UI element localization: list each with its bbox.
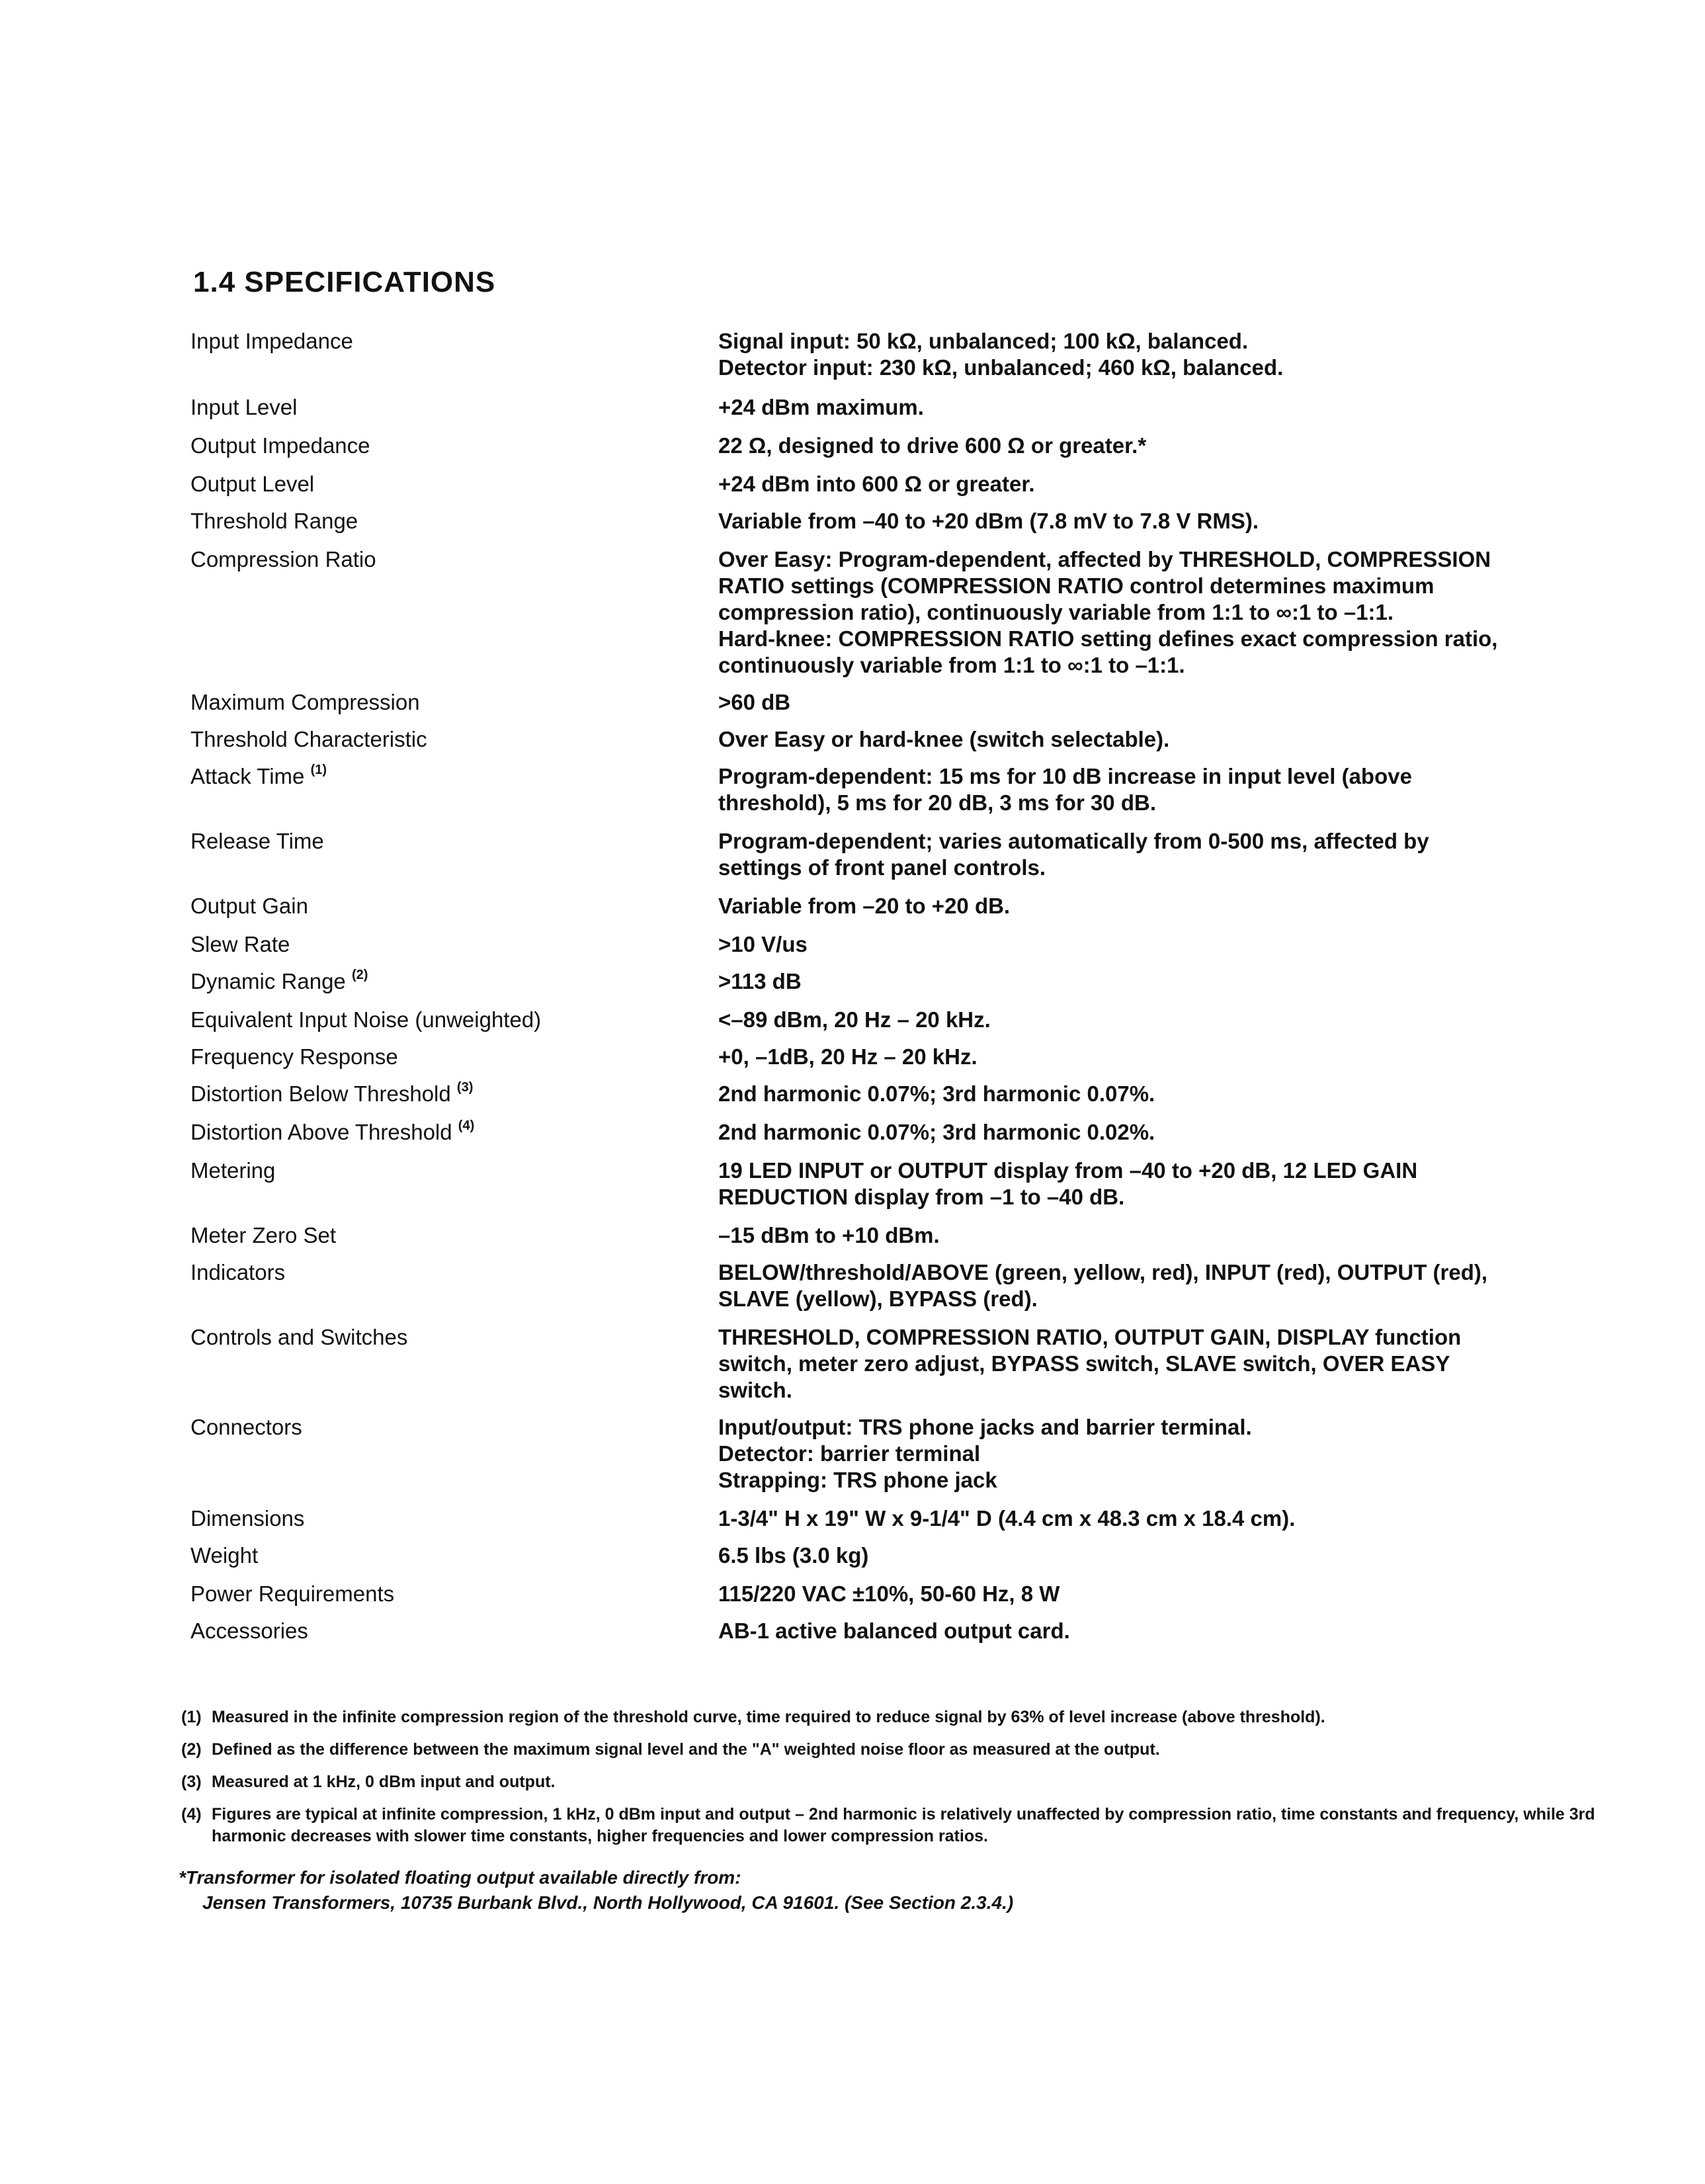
spec-label — [190, 1324, 693, 1351]
spec-value: 1-3/4" H x 19" W x 9-1/4" D (4.4 cm x 48.3 cm x 18.4 cm). — [718, 1506, 1296, 1531]
spec-value: THRESHOLD, COMPRESSION RATIO, OUTPUT GAIN, DISPLAY function switch, meter zero adjust, BYPASS switch, SLAVE switch, OVER EASY switch. — [718, 1325, 1462, 1402]
spec-value: 19 LED INPUT or OUTPUT display from –40 to +20 dB, 12 LED GAIN REDUCTION display from –1 to –40 dB. — [718, 1158, 1418, 1209]
spec-label — [190, 546, 693, 573]
spec-label — [190, 1081, 693, 1107]
spec-label — [190, 893, 693, 919]
spec-label-text: Connectors — [190, 1415, 302, 1439]
transformer-address: Jensen Transformers, 10735 Burbank Blvd., North Hollywood, CA 91601. (See Section 2.3.4.) — [202, 1892, 1014, 1913]
spec-label — [190, 1581, 693, 1607]
spec-value: Program-dependent; varies automatically from 0-500 ms, affected by settings of front panel controls. — [718, 829, 1429, 880]
spec-label — [190, 1542, 693, 1569]
spec-value: BELOW/threshold/ABOVE (green, yellow, red), INPUT (red), OUTPUT (red), SLAVE (yellow), BYPASS (red). — [718, 1260, 1488, 1311]
footnote — [181, 1739, 1610, 1761]
footnote-reference: (2) — [351, 968, 368, 982]
spec-value: Over Easy or hard-knee (switch selectable). — [718, 727, 1170, 751]
footnote-text: Measured in the infinite compression region of the threshold curve, time required to reduce signal by 63% of level increase (above threshold). — [212, 1708, 1325, 1726]
footnote-number: (3) — [181, 1773, 202, 1791]
spec-label — [190, 1505, 693, 1532]
spec-label — [190, 1119, 693, 1146]
spec-label-text: Indicators — [190, 1260, 286, 1284]
spec-label-text: Accessories — [190, 1618, 308, 1643]
footnote-number: (2) — [181, 1740, 202, 1759]
spec-label — [190, 968, 693, 995]
spec-value: +24 dBm maximum. — [718, 395, 924, 419]
spec-label — [190, 1618, 693, 1644]
spec-label-text: Maximum Compression — [190, 690, 420, 714]
spec-label-text: Threshold Characteristic — [190, 727, 427, 751]
spec-label-text: Output Level — [190, 472, 315, 496]
spec-value: 115/220 VAC ±10%, 50-60 Hz, 8 W — [718, 1581, 1060, 1606]
spec-value: 2nd harmonic 0.07%; 3rd harmonic 0.02%. — [718, 1120, 1155, 1144]
footnote-number: (1) — [181, 1708, 202, 1726]
spec-label — [190, 433, 693, 459]
spec-label — [190, 471, 693, 497]
spec-label-text: Distortion Above Threshold — [190, 1120, 452, 1144]
spec-label — [190, 1259, 693, 1286]
spec-value: –15 dBm to +10 dBm. — [718, 1223, 940, 1247]
spec-label-text: Controls and Switches — [190, 1325, 408, 1349]
spec-value: Program-dependent: 15 ms for 10 dB increase in input level (above threshold), 5 ms for 20 dB, 3 ms for 30 dB. — [718, 764, 1412, 815]
spec-label-text: Metering — [190, 1158, 276, 1183]
spec-value: +24 dBm into 600 Ω or greater. — [718, 472, 1035, 496]
spec-value: >10 V/us — [718, 932, 808, 956]
spec-value: +0, –1dB, 20 Hz – 20 kHz. — [718, 1044, 977, 1069]
footnote-reference: (4) — [458, 1118, 475, 1133]
spec-label-text: Attack Time — [190, 764, 305, 788]
spec-value: Over Easy: Program-dependent, affected by THRESHOLD, COMPRESSION RATIO settings (COMPRESSION RATIO control determines maximum compression ratio), continuously variable from 1:1 to ∞:1 to –1:1. Hard-knee: COMPRESSION RATIO setting defines exact compression ratio, continuously variable from 1:1 to ∞:1 to –1:1. — [718, 547, 1498, 677]
spec-label — [190, 1414, 693, 1441]
spec-value: Variable from –20 to +20 dB. — [718, 894, 1011, 918]
spec-value: Input/output: TRS phone jacks and barrier terminal. Detector: barrier terminal Strapping: TRS phone jack — [718, 1415, 1252, 1492]
footnote-number: (4) — [181, 1805, 202, 1824]
spec-value: 6.5 lbs (3.0 kg) — [718, 1543, 869, 1568]
spec-label-text: Threshold Range — [190, 509, 358, 533]
section-title: 1.4 SPECIFICATIONS — [193, 266, 496, 298]
spec-label-text: Dimensions — [190, 1506, 305, 1531]
spec-label-text: Frequency Response — [190, 1044, 398, 1069]
footnote-text: Measured at 1 kHz, 0 dBm input and output. — [212, 1773, 556, 1791]
spec-value: 22 Ω, designed to drive 600 Ω or greater.* — [718, 433, 1147, 458]
spec-label — [190, 394, 693, 421]
footnote-reference: (1) — [310, 763, 327, 777]
spec-label-text: Output Impedance — [190, 433, 370, 458]
spec-label-text: Release Time — [190, 829, 324, 853]
spec-label-text: Equivalent Input Noise (unweighted) — [190, 1007, 542, 1032]
spec-label-text: Dynamic Range — [190, 969, 346, 993]
spec-label-text: Input Level — [190, 395, 298, 419]
transformer-note — [179, 1865, 1567, 1915]
spec-label-text: Meter Zero Set — [190, 1223, 337, 1247]
spec-value: Variable from –40 to +20 dBm (7.8 mV to 7.8 V RMS). — [718, 509, 1259, 533]
footnote — [181, 1771, 1610, 1793]
footnotes — [181, 1706, 1610, 1858]
spec-label — [190, 828, 693, 855]
spec-value: 2nd harmonic 0.07%; 3rd harmonic 0.07%. — [718, 1081, 1155, 1106]
spec-value: <–89 dBm, 20 Hz – 20 kHz. — [718, 1007, 991, 1032]
spec-label — [190, 726, 693, 753]
footnote-reference: (3) — [456, 1080, 474, 1095]
spec-label — [190, 328, 693, 355]
spec-label — [190, 1007, 693, 1033]
footnote-text: Defined as the difference between the maximum signal level and the "A" weighted noise floor as measured at the output. — [212, 1740, 1160, 1759]
spec-value: >60 dB — [718, 690, 791, 714]
spec-label-text: Slew Rate — [190, 932, 290, 956]
spec-label-text: Weight — [190, 1543, 259, 1568]
footnote — [181, 1804, 1610, 1847]
spec-value: AB-1 active balanced output card. — [718, 1618, 1070, 1643]
spec-label-text: Output Gain — [190, 894, 308, 918]
transformer-note-line: *Transformer for isolated floating output available directly from: — [179, 1867, 741, 1888]
spec-label — [190, 1222, 693, 1249]
spec-label — [190, 1044, 693, 1070]
spec-label — [190, 1157, 693, 1184]
spec-label-text: Power Requirements — [190, 1581, 395, 1606]
footnote-text: Figures are typical at infinite compression, 1 kHz, 0 dBm input and output – 2nd harmonic is relatively unaffected by compression ratio, time constants and frequency, while 3rd harmonic decreases with slower time constants, higher frequencies and lower compression ratios. — [212, 1805, 1595, 1845]
spec-label — [190, 689, 693, 716]
spec-value: >113 dB — [718, 969, 802, 993]
spec-value: Signal input: 50 kΩ, unbalanced; 100 kΩ, balanced. Detector input: 230 kΩ, unbalanced; 460 kΩ, balanced. — [718, 329, 1284, 380]
spec-label — [190, 508, 693, 534]
spec-label-text: Distortion Below Threshold — [190, 1081, 451, 1106]
footnote — [181, 1706, 1610, 1728]
spec-label — [190, 931, 693, 958]
spec-label — [190, 763, 693, 790]
spec-label-text: Compression Ratio — [190, 547, 376, 571]
spec-label-text: Input Impedance — [190, 329, 353, 353]
